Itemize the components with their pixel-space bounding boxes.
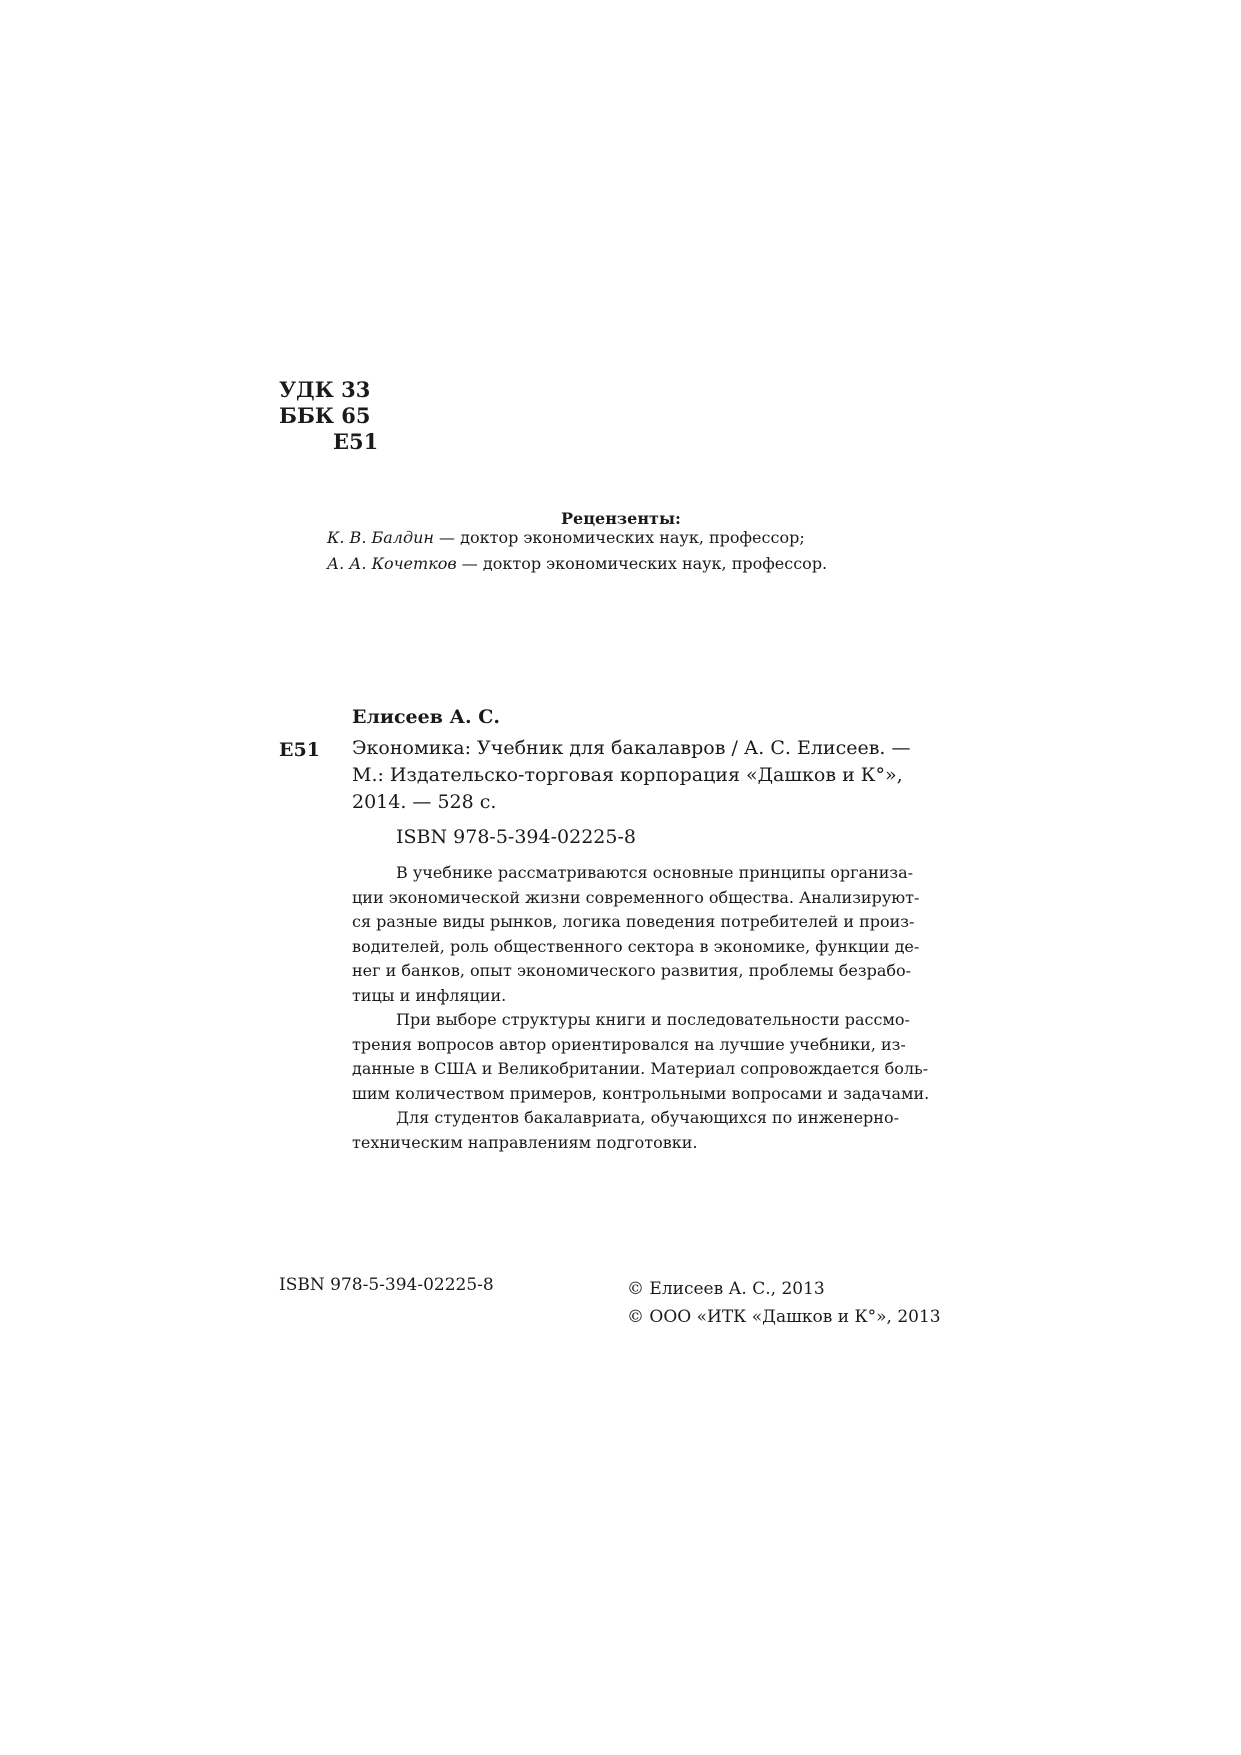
annotation-line: При выборе структуры книги и последовательности рассмо- (396, 1010, 910, 1029)
annotation-line: шим количеством примеров, контрольными вопросами и задачами. (352, 1083, 930, 1103)
annotation-line: водителей, роль общественного сектора в экономике, функции де- (352, 936, 920, 956)
udk-code: УДК 33 (279, 377, 371, 402)
isbn-line: ISBN 978-5-394-02225-8 (396, 826, 636, 848)
reviewer-name: А. А. Кочетков (327, 554, 457, 573)
author-heading: Елисеев А. С. (352, 706, 500, 728)
bibliographic-line: М.: Издательско-торговая корпорация «Дашков и К°», (352, 764, 903, 786)
annotation-line: трения вопросов автор ориентировался на лучшие учебники, из- (352, 1034, 906, 1054)
copyright-line: © ООО «ИТК «Дашков и К°», 2013 (627, 1307, 941, 1327)
reviewer-line (327, 551, 827, 577)
annotation-line: данные в США и Великобритании. Материал сопровождается боль- (352, 1059, 929, 1078)
annotation-line: нег и банков, опыт экономического развития, проблемы безрабо- (352, 961, 912, 980)
catalog-code: Е51 (279, 739, 320, 761)
annotation-line: техническим направлениям подготовки. (352, 1132, 698, 1152)
annotation-line: ции экономической жизни современного общества. Анализируют- (352, 887, 920, 907)
bibliographic-line: Экономика: Учебник для бакалавров / А. С. Елисеев. — (352, 737, 911, 759)
author-code: Е51 (333, 429, 379, 454)
annotation-line: ся разные виды рынков, логика поведения потребителей и произ- (352, 912, 915, 931)
reviewer-description: — доктор экономических наук, профессор. (456, 554, 828, 573)
annotation-line: тицы и инфляции. (352, 985, 507, 1005)
copyright-line: © Елисеев А. С., 2013 (627, 1279, 825, 1299)
reviewer-line (327, 525, 805, 551)
reviewers-heading: Рецензенты: (561, 509, 681, 528)
annotation-line: В учебнике рассматриваются основные принципы организа- (396, 863, 914, 882)
reviewer-name: К. В. Балдин (327, 528, 434, 547)
reviewer-description: — доктор экономических наук, профессор; (433, 528, 805, 547)
bibliographic-line: 2014. — 528 с. (352, 791, 497, 813)
annotation-line: Для студентов бакалавриата, обучающихся по инженерно- (396, 1108, 899, 1127)
footer-isbn: ISBN 978-5-394-02225-8 (279, 1275, 494, 1295)
bbk-code: ББК 65 (279, 403, 371, 428)
